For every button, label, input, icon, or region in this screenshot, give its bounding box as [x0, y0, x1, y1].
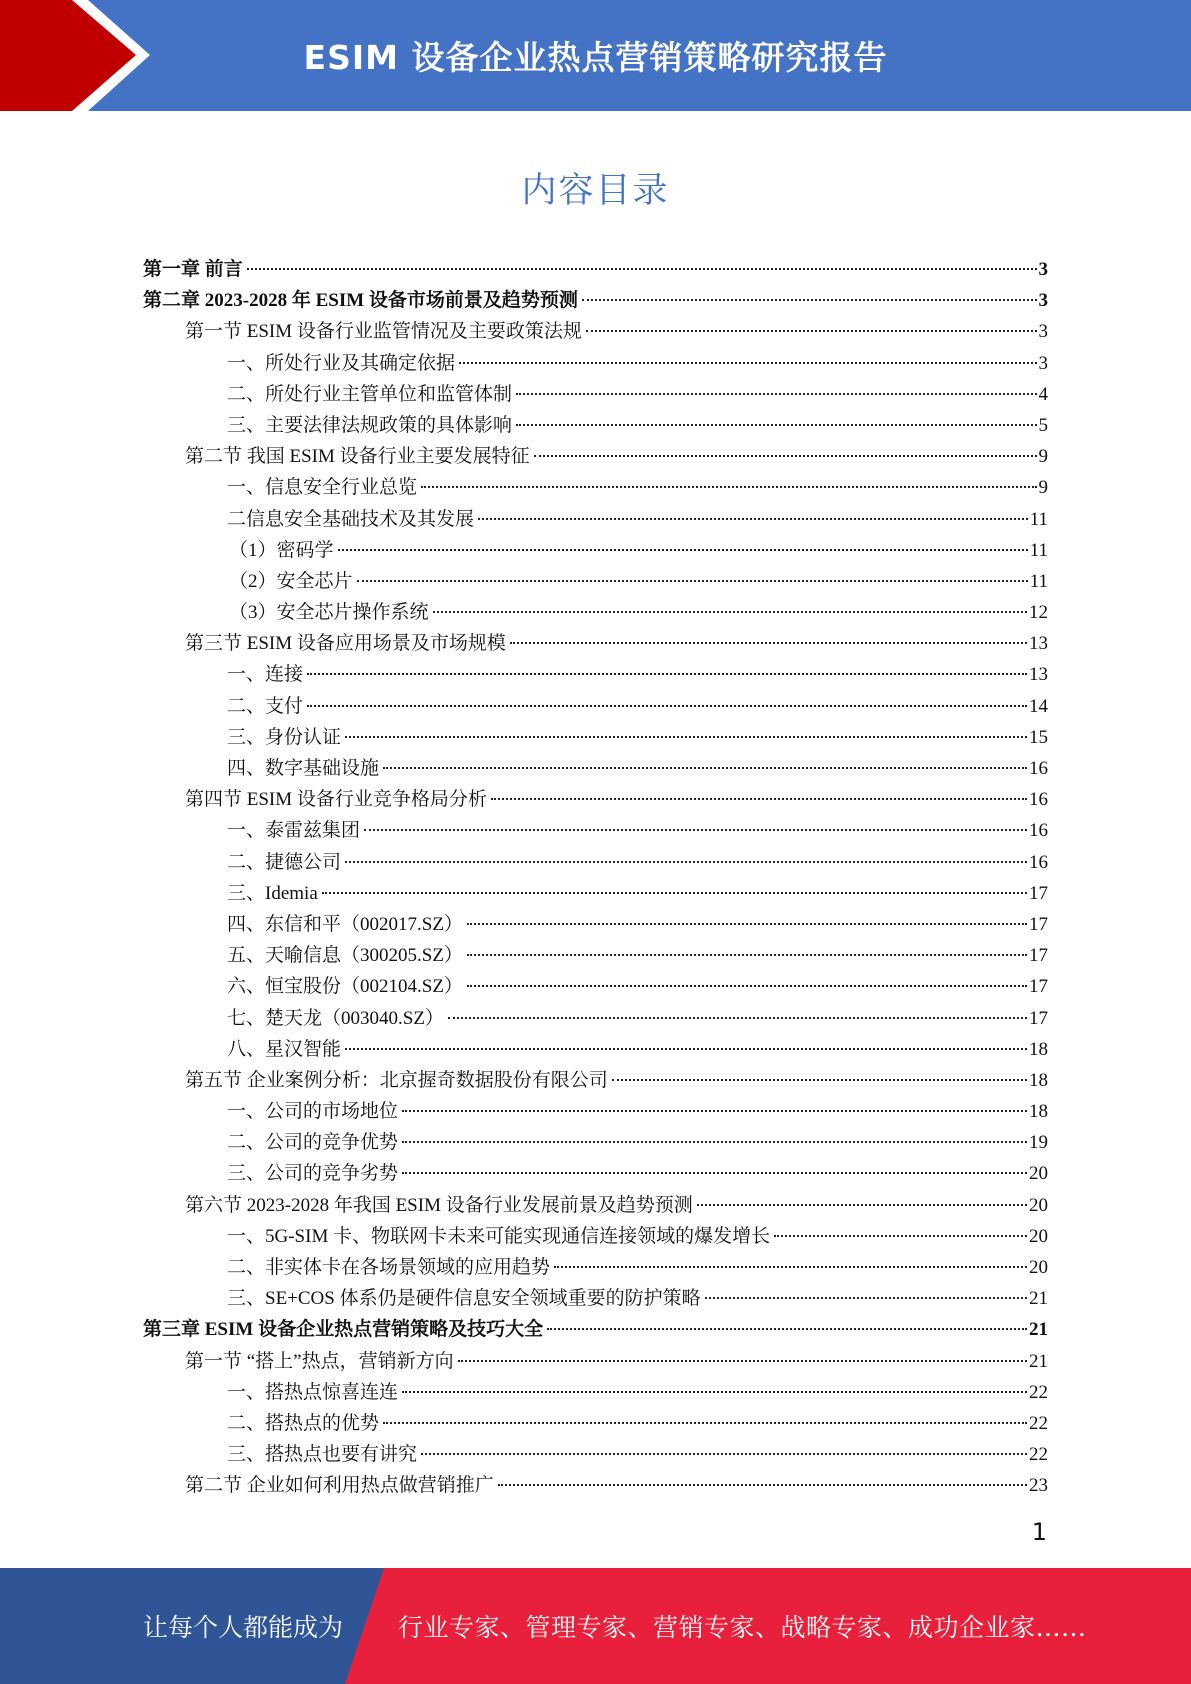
toc-entry-page: 19 — [1029, 1132, 1048, 1154]
toc-entry[interactable] — [143, 878, 1048, 909]
toc-entry-page: 3 — [1038, 259, 1048, 280]
report-title: ESIM 设备企业热点营销策略研究报告 — [303, 38, 888, 77]
toc-leader-dots — [364, 829, 1027, 831]
toc-leader-dots — [458, 1360, 1027, 1362]
toc-entry-page: 20 — [1029, 1225, 1048, 1247]
toc-entry-page: 14 — [1029, 695, 1048, 717]
toc-entry[interactable] — [143, 1127, 1048, 1158]
toc-entry-title: 第三章 ESIM 设备企业热点营销策略及技巧大全 — [143, 1319, 544, 1341]
toc-leader-dots — [774, 1235, 1027, 1237]
toc-entry[interactable] — [143, 1314, 1048, 1345]
toc-entry-page: 20 — [1029, 1194, 1048, 1216]
toc-entry-page: 13 — [1029, 664, 1048, 686]
toc-entry[interactable] — [143, 1470, 1048, 1501]
toc-entry-title: 四、数字基础设施 — [227, 758, 380, 779]
toc-entry[interactable] — [143, 1439, 1048, 1470]
toc-entry-title: 二、所处行业主管单位和监管体制 — [227, 383, 513, 405]
toc-entry[interactable] — [143, 628, 1048, 659]
toc-entry[interactable] — [143, 441, 1048, 472]
toc-leader-dots — [402, 1110, 1027, 1112]
toc-entry-title: 第五节 企业案例分析：北京握奇数据股份有限公司 — [185, 1069, 608, 1091]
toc-leader-dots — [402, 1141, 1027, 1143]
toc-entry[interactable] — [143, 254, 1048, 285]
toc-entry[interactable] — [143, 1158, 1048, 1189]
toc-leader-dots — [322, 892, 1027, 894]
toc-entry-title: 一、搭热点惊喜连连 — [227, 1381, 399, 1403]
toc-entry[interactable] — [143, 1190, 1048, 1221]
toc-entry-title: 二、非实体卡在各场景领域的应用趋势 — [227, 1257, 551, 1278]
toc-entry[interactable] — [143, 1003, 1048, 1034]
toc-leader-dots — [705, 1297, 1027, 1299]
table-of-contents — [143, 254, 1048, 1502]
toc-entry-title: 二、搭热点的优势 — [227, 1412, 380, 1434]
toc-leader-dots — [582, 299, 1037, 301]
toc-leader-dots — [247, 268, 1037, 270]
toc-entry-page: 16 — [1029, 758, 1048, 779]
toc-entry-page: 16 — [1029, 851, 1048, 873]
toc-entry[interactable] — [143, 504, 1048, 535]
toc-entry-title: 第三节 ESIM 设备应用场景及市场规模 — [185, 633, 506, 655]
toc-entry-page: 17 — [1029, 1007, 1048, 1029]
toc-leader-dots — [467, 985, 1027, 987]
toc-entry-page: 5 — [1038, 414, 1048, 436]
toc-entry[interactable] — [143, 1096, 1048, 1127]
toc-entry-title: 一、信息安全行业总览 — [227, 477, 418, 499]
toc-entry-title: 三、主要法律法规政策的具体影响 — [227, 414, 513, 436]
toc-entry[interactable] — [143, 940, 1048, 971]
footer-banner — [0, 1568, 1191, 1684]
toc-entry-page: 22 — [1029, 1444, 1048, 1466]
header-chevron-decoration — [0, 0, 160, 111]
toc-leader-dots — [345, 861, 1027, 863]
toc-leader-dots — [402, 1172, 1027, 1174]
toc-entry-title: 四、东信和平（002017.SZ） — [227, 913, 463, 935]
toc-entry[interactable] — [143, 847, 1048, 878]
toc-entry-title: 二、捷德公司 — [227, 851, 342, 873]
toc-entry-page: 18 — [1029, 1038, 1048, 1060]
toc-entry[interactable] — [143, 659, 1048, 690]
toc-entry-page: 13 — [1029, 633, 1048, 655]
toc-leader-dots — [383, 767, 1027, 769]
toc-entry-page: 17 — [1029, 913, 1048, 935]
toc-leader-dots — [516, 393, 1036, 395]
toc-leader-dots — [547, 1328, 1027, 1330]
toc-leader-dots — [498, 1484, 1027, 1486]
toc-entry[interactable] — [143, 909, 1048, 940]
toc-entry-page: 18 — [1029, 1101, 1048, 1123]
page-number: 1 — [1031, 1518, 1047, 1546]
toc-entry-title: 二、支付 — [227, 695, 304, 717]
footer-slogan-right: 行业专家、管理专家、营销专家、战略专家、成功企业家…… — [398, 1613, 1087, 1642]
toc-leader-dots — [467, 923, 1027, 925]
toc-entry-title: （1）密码学 — [229, 539, 334, 561]
toc-entry[interactable] — [143, 316, 1048, 347]
toc-entry-title: 第一章 前言 — [143, 259, 243, 280]
toc-entry[interactable] — [143, 1408, 1048, 1439]
toc-entry[interactable] — [143, 597, 1048, 628]
toc-entry[interactable] — [143, 285, 1048, 316]
toc-entry-title: 三、Idemia — [227, 882, 318, 904]
toc-entry-title: 一、公司的市场地位 — [227, 1101, 399, 1123]
toc-entry-page: 21 — [1029, 1350, 1048, 1372]
toc-leader-dots — [307, 705, 1027, 707]
toc-entry[interactable] — [143, 1377, 1048, 1408]
toc-entry[interactable] — [143, 1252, 1048, 1283]
toc-entry-page: 18 — [1029, 1069, 1048, 1091]
toc-entry-page: 21 — [1029, 1288, 1048, 1310]
toc-leader-dots — [491, 798, 1027, 800]
toc-entry[interactable] — [143, 472, 1048, 503]
toc-entry-title: 第二节 企业如何利用热点做营销推广 — [185, 1475, 494, 1497]
toc-leader-dots — [338, 549, 1028, 551]
toc-entry-title: 二信息安全基础技术及其发展 — [227, 508, 475, 530]
toc-entry-page: 11 — [1029, 539, 1048, 561]
toc-entry-title: 五、天喻信息（300205.SZ） — [227, 945, 463, 967]
toc-entry-page: 3 — [1038, 321, 1048, 343]
toc-leader-dots — [459, 362, 1036, 364]
toc-entry[interactable] — [143, 722, 1048, 753]
toc-entry-page: 17 — [1029, 976, 1048, 998]
toc-entry[interactable] — [143, 1346, 1048, 1377]
toc-entry-title: 第二节 我国 ESIM 设备行业主要发展特征 — [185, 446, 530, 468]
toc-leader-dots — [697, 1204, 1027, 1206]
toc-leader-dots — [433, 611, 1027, 613]
toc-entry-title: 第一节 “搭上”热点，营销新方向 — [185, 1350, 454, 1372]
toc-leader-dots — [345, 736, 1027, 738]
toc-entry-page: 16 — [1029, 789, 1048, 811]
toc-leader-dots — [516, 424, 1036, 426]
toc-entry-title: 第四节 ESIM 设备行业竞争格局分析 — [185, 789, 487, 811]
header-banner — [0, 0, 1191, 111]
toc-leader-dots — [510, 642, 1027, 644]
toc-entry-title: 第六节 2023-2028 年我国 ESIM 设备行业发展前景及趋势预测 — [185, 1194, 693, 1216]
toc-entry[interactable] — [143, 379, 1048, 410]
toc-entry[interactable] — [143, 815, 1048, 846]
toc-entry-title: 三、SE+COS 体系仍是硬件信息安全领域重要的防护策略 — [227, 1288, 701, 1310]
toc-entry-title: 一、5G-SIM 卡、物联网卡未来可能实现通信连接领域的爆发增长 — [227, 1225, 771, 1247]
toc-entry-page: 15 — [1029, 726, 1048, 748]
toc-entry-title: （3）安全芯片操作系统 — [229, 602, 429, 624]
toc-entry-page: 17 — [1029, 945, 1048, 967]
toc-entry-page: 20 — [1029, 1257, 1048, 1278]
toc-entry-page: 11 — [1029, 508, 1048, 530]
toc-entry-title: 一、连接 — [227, 664, 304, 686]
toc-leader-dots — [421, 1453, 1027, 1455]
toc-leader-dots — [307, 673, 1027, 675]
toc-entry-page: 20 — [1029, 1163, 1048, 1185]
toc-entry-page: 17 — [1029, 882, 1048, 904]
toc-leader-dots — [383, 1422, 1027, 1424]
toc-leader-dots — [478, 518, 1028, 520]
toc-entry-page: 22 — [1029, 1381, 1048, 1403]
toc-entry[interactable] — [143, 1065, 1048, 1096]
footer-slogan-left: 让每个人都能成为 — [143, 1613, 344, 1642]
toc-entry-page: 11 — [1029, 570, 1048, 592]
toc-entry-page: 16 — [1029, 820, 1048, 842]
toc-leader-dots — [402, 1391, 1027, 1393]
toc-entry-title: 六、恒宝股份（002104.SZ） — [227, 976, 463, 998]
toc-entry[interactable] — [143, 784, 1048, 815]
toc-entry-page: 21 — [1029, 1319, 1048, 1341]
toc-entry[interactable] — [143, 566, 1048, 597]
toc-entry[interactable] — [143, 410, 1048, 441]
toc-entry-title: 第一节 ESIM 设备行业监管情况及主要政策法规 — [185, 321, 582, 343]
toc-entry[interactable] — [143, 753, 1048, 784]
toc-entry-page: 23 — [1029, 1475, 1048, 1497]
toc-entry-page: 9 — [1038, 477, 1048, 499]
toc-leader-dots — [467, 954, 1027, 956]
toc-entry-title: 第二章 2023-2028 年 ESIM 设备市场前景及趋势预测 — [143, 290, 578, 312]
toc-entry-page: 22 — [1029, 1412, 1048, 1434]
toc-entry-page: 3 — [1038, 290, 1048, 312]
toc-entry[interactable] — [143, 1034, 1048, 1065]
toc-entry[interactable] — [143, 348, 1048, 379]
toc-entry-page: 3 — [1038, 352, 1048, 374]
toc-entry-title: 七、楚天龙（003040.SZ） — [227, 1007, 444, 1029]
toc-entry-title: 三、身份认证 — [227, 726, 342, 748]
toc-entry-page: 9 — [1038, 446, 1048, 468]
toc-leader-dots — [586, 330, 1037, 332]
toc-leader-dots — [448, 1017, 1027, 1019]
toc-leader-dots — [612, 1079, 1027, 1081]
toc-entry-title: 一、泰雷兹集团 — [227, 820, 361, 842]
toc-entry-title: 三、搭热点也要有讲究 — [227, 1444, 418, 1466]
toc-heading: 内容目录 — [521, 171, 670, 211]
toc-entry-page: 12 — [1029, 602, 1048, 624]
toc-entry[interactable] — [143, 971, 1048, 1002]
toc-entry-title: 二、公司的竞争优势 — [227, 1132, 399, 1154]
toc-leader-dots — [421, 486, 1036, 488]
toc-entry[interactable] — [143, 1283, 1048, 1314]
toc-leader-dots — [534, 455, 1037, 457]
toc-entry[interactable] — [143, 1221, 1048, 1252]
toc-entry-title: 三、公司的竞争劣势 — [227, 1163, 399, 1185]
toc-entry-page: 4 — [1038, 383, 1048, 405]
toc-leader-dots — [345, 1048, 1027, 1050]
toc-leader-dots — [357, 580, 1028, 582]
toc-entry[interactable] — [143, 691, 1048, 722]
toc-entry-title: （2）安全芯片 — [229, 570, 353, 592]
toc-leader-dots — [554, 1266, 1027, 1268]
toc-entry-title: 八、星汉智能 — [227, 1038, 342, 1060]
toc-entry[interactable] — [143, 535, 1048, 566]
toc-entry-title: 一、所处行业及其确定依据 — [227, 352, 456, 374]
